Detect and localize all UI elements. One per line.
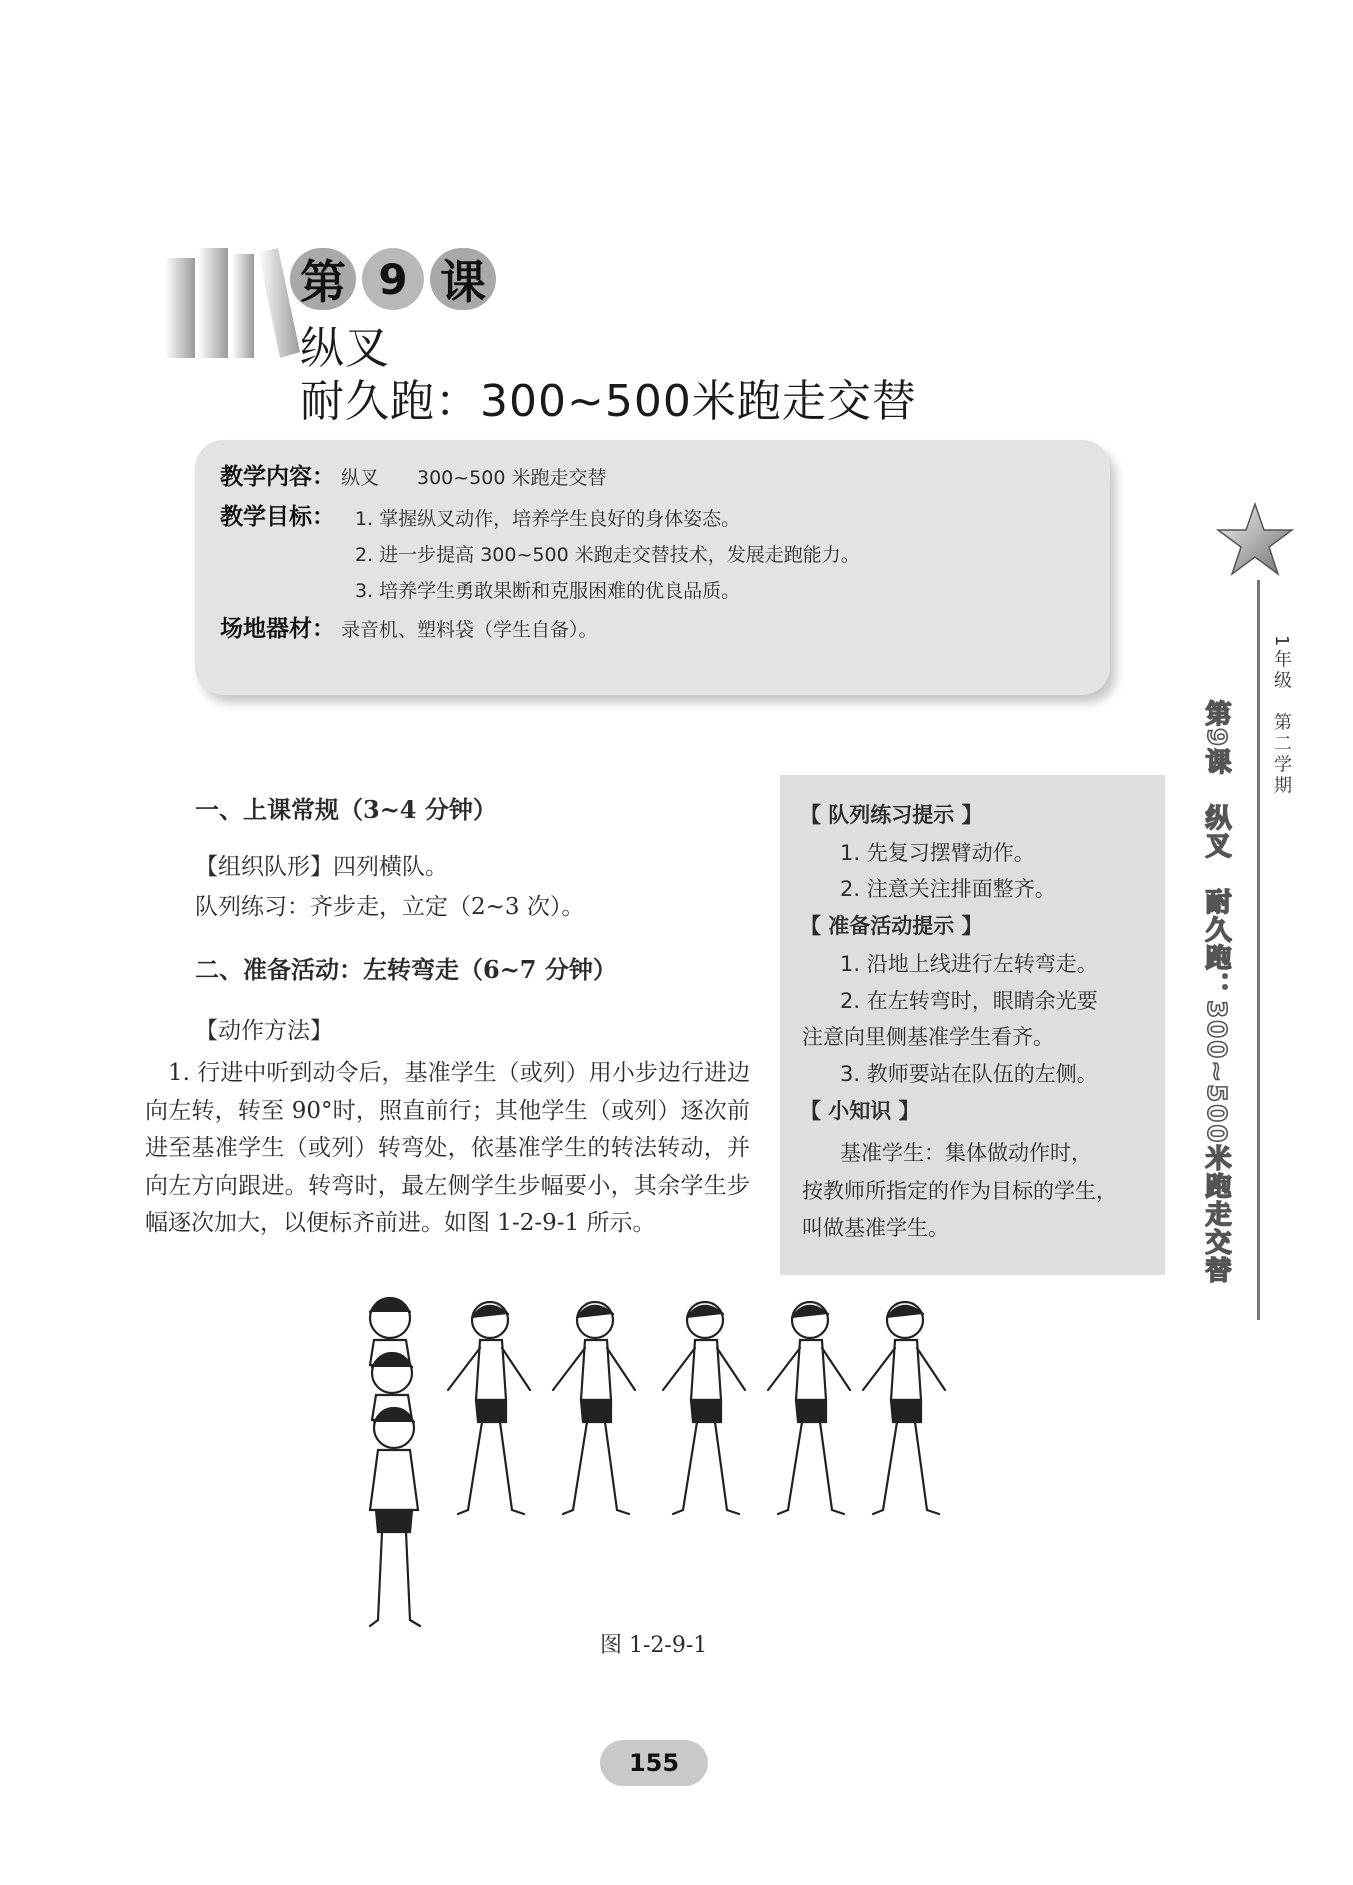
books-graphic <box>160 240 310 360</box>
walking-student <box>863 1302 945 1514</box>
drill-text: 队列练习：齐步走，立定（2~3 次）。 <box>195 894 585 920</box>
formation-text: 【组织队形】四列横队。 <box>195 854 448 880</box>
section1-heading: 一、上课常规（3~4 分钟） <box>195 795 497 824</box>
method-label: 【动作方法】 <box>195 1018 333 1044</box>
equipment-row <box>220 610 598 643</box>
method-paragraph: 1. 行进中听到动令后，基准学生（或列）用小步边行进边向左转，转至 90°时，照直前行；其他学生（或列）逐次前进至基准学生（或列）转弯处，依基准学生的转法转动，并向左方向跟进。转弯时，最左侧学生步幅要小，其余学生步幅逐次加大，以便标齐前进。如图 1-2-9-1 所示。 <box>145 1060 750 1236</box>
knowledge-heading: 【 小知识 】 <box>800 1099 920 1123</box>
warmup-tips-heading: 【 准备活动提示 】 <box>800 914 983 938</box>
spine-rule <box>1257 580 1260 1320</box>
goals-label: 教学目标： <box>220 504 335 530</box>
drill-tips-heading: 【 队列练习提示 】 <box>800 803 983 827</box>
goal-item: 2. 进一步提高 300~500 米跑走交替技术，发展走跑能力。 <box>355 544 860 566</box>
tip-item: 2. 在左转弯时，眼睛余光要 <box>840 989 1098 1013</box>
tip-item: 1. 沿地上线进行左转弯走。 <box>840 952 1098 976</box>
walking-student <box>448 1302 530 1514</box>
figure-caption: 图 1-2-9-1 <box>600 1633 708 1658</box>
section2-heading: 二、准备活动：左转弯走（6~7 分钟） <box>195 955 617 984</box>
goal-item: 1. 掌握纵叉动作，培养学生良好的身体姿态。 <box>355 508 741 530</box>
walking-student <box>663 1302 745 1514</box>
grade-label: 1年级 第二学期 <box>1271 635 1292 797</box>
lesson-suffix-badge: 课 <box>430 248 496 310</box>
subtitle-line1: 纵叉 <box>300 323 390 374</box>
equipment-label: 场地器材： <box>220 616 335 642</box>
tips-panel <box>780 775 1165 1275</box>
content-label: 教学内容： <box>220 464 335 490</box>
subtitle-line2: 耐久跑：300~500米跑走交替 <box>300 376 917 427</box>
walking-student <box>768 1302 850 1514</box>
goal-item: 3. 培养学生勇敢果断和克服困难的优良品质。 <box>355 580 741 602</box>
tip-item: 3. 教师要站在队伍的左侧。 <box>840 1062 1098 1086</box>
knowledge-line: 叫做基准学生。 <box>802 1216 949 1240</box>
lesson-title <box>290 248 496 310</box>
content-value: 纵叉 300~500 米跑走交替 <box>341 467 607 489</box>
tip-item: 1. 先复习摆臂动作。 <box>840 841 1035 865</box>
star-icon <box>1215 500 1295 580</box>
page-number: 155 <box>600 1740 708 1786</box>
knowledge-line: 按教师所指定的作为目标的学生， <box>802 1179 1117 1203</box>
tip-item: 注意向里侧基准学生看齐。 <box>802 1025 1054 1049</box>
content-row <box>220 458 607 491</box>
knowledge-line: 基准学生：集体做动作时， <box>840 1141 1092 1165</box>
front-student <box>370 1408 420 1626</box>
walking-student <box>553 1302 635 1514</box>
lesson-number-badge: 9 <box>362 248 424 310</box>
lesson-info-box <box>195 440 1110 695</box>
lesson-prefix-badge: 第 <box>290 248 356 310</box>
equipment-value: 录音机、塑料袋（学生自备）。 <box>341 619 598 641</box>
goals-row <box>220 498 341 531</box>
spine-title: 第9课 纵叉 耐久跑：300~500米跑走交替 <box>1201 700 1231 1285</box>
tip-item: 2. 注意关注排面整齐。 <box>840 877 1056 901</box>
students-turning-figure <box>340 1290 980 1640</box>
